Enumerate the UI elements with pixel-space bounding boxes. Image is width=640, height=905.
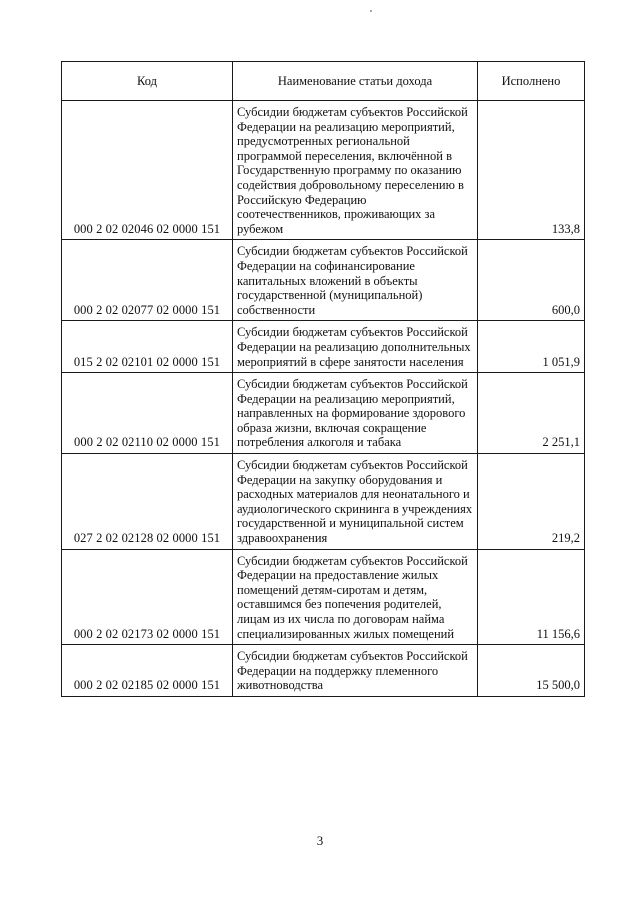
table-row: [62, 240, 585, 321]
row-name: Субсидии бюджетам субъектов Российской Федерации на реализацию дополнительных мероприятий в сфере занятости населения: [233, 321, 478, 373]
row-code: 027 2 02 02128 02 0000 151: [62, 454, 233, 550]
scan-mark: [370, 10, 372, 12]
row-code: 015 2 02 02101 02 0000 151: [62, 321, 233, 373]
row-name: Субсидии бюджетам субъектов Российской Федерации на предоставление жилых помещений детям-сиротам и детям, оставшимся без попечения родителей, лицам из их числа по договорам найма специализированных жилых помещений: [233, 549, 478, 645]
row-name: Субсидии бюджетам субъектов Российской Федерации на софинансирование капитальных вложений в объекты государственной (муниципальной) собственности: [233, 240, 478, 321]
table-row: [62, 549, 585, 645]
table-row: [62, 101, 585, 240]
table-row: [62, 645, 585, 697]
row-code: 000 2 02 02077 02 0000 151: [62, 240, 233, 321]
row-code: 000 2 02 02173 02 0000 151: [62, 549, 233, 645]
table-row: [62, 454, 585, 550]
row-executed: 219,2: [478, 454, 585, 550]
row-executed: 2 251,1: [478, 373, 585, 454]
table-row: [62, 321, 585, 373]
row-name: Субсидии бюджетам субъектов Российской Федерации на реализацию мероприятий, предусмотренных региональной программой переселения, включённой в Государственную программу по оказанию содействия добровольному переселению в Российскую Федерацию соотечественников, проживающих за рубежом: [233, 101, 478, 240]
row-code: 000 2 02 02046 02 0000 151: [62, 101, 233, 240]
header-code: Код: [62, 62, 233, 101]
row-executed: 11 156,6: [478, 549, 585, 645]
row-executed: 1 051,9: [478, 321, 585, 373]
revenue-table: [61, 61, 585, 697]
row-code: 000 2 02 02185 02 0000 151: [62, 645, 233, 697]
row-executed: 600,0: [478, 240, 585, 321]
header-name: Наименование статьи дохода: [233, 62, 478, 101]
row-executed: 15 500,0: [478, 645, 585, 697]
header-executed: Исполнено: [478, 62, 585, 101]
page-number: 3: [316, 833, 324, 848]
row-name: Субсидии бюджетам субъектов Российской Федерации на закупку оборудования и расходных материалов для неонатального и аудиологического скрининга в учреждениях государственной и муниципальной систем здравоохранения: [233, 454, 478, 550]
table-row: [62, 373, 585, 454]
row-executed: 133,8: [478, 101, 585, 240]
table-header-row: [62, 62, 585, 101]
row-name: Субсидии бюджетам субъектов Российской Федерации на реализацию мероприятий, направленных на формирование здорового образа жизни, включая сокращение потребления алкоголя и табака: [233, 373, 478, 454]
row-code: 000 2 02 02110 02 0000 151: [62, 373, 233, 454]
row-name: Субсидии бюджетам субъектов Российской Федерации на поддержку племенного животноводства: [233, 645, 478, 697]
